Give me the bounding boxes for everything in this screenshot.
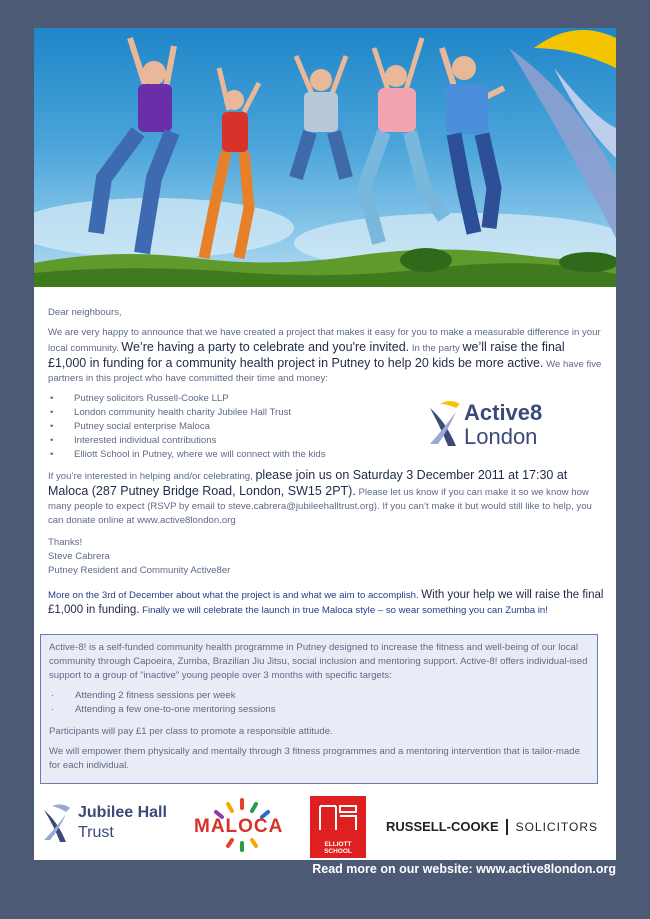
letter-body [48,306,604,624]
kid-5 [442,48,504,233]
signature-block [48,536,604,578]
kid-3 [296,56,346,178]
paragraph-intro [48,326,604,386]
sponsor-logos [34,788,616,860]
active8-logo-word2: London [464,424,538,449]
closing-goal-text: With your help we will raise the final £1,000 in funding. [48,589,604,616]
empowerment-text: We will empower them physically and mentally through 3 fitness programmes and a mentoring intervention that is tailor-made for each individual. [49,746,580,771]
programme-description: Active-8! is a self-funded community health programme in Putney designed to increase the fitness and well-being of our local community through Capoeira, Zumba, Brazilian Jiu Jitsu, social inclusion and mentoring support. Active-8! offers individual-ised support to a group of “inactive” young people over 3 months with specific targets: [49,642,588,681]
logo-swoosh-blue [509,48,616,238]
funding-goal-text: we’ll raise the final £1,000 in funding for a community health project in Putney to help 20 kids be more active. [48,340,565,370]
jubilee-logo-line2: Trust [78,824,114,841]
event-details-text: please join us on Saturday 3 December 2011 at 17:30 at Maloca (287 Putney Bridge Road, London, SW15 2PT). [48,468,568,498]
list-item: • Interested individual contributions [48,434,604,448]
greeting: Dear neighbours, [48,307,122,318]
maloca-logo [192,796,292,856]
russell-cooke-name: RUSSELL-COOKE [386,819,499,834]
list-item: • Putney social enterprise Maloca [48,420,604,434]
jubilee-hall-trust-logo [42,802,182,848]
hero-illustration [34,28,616,287]
signer-title: Putney Resident and Community Active8er [48,565,231,576]
flyer-page [34,28,616,860]
hero-photo-kids-jumping [34,28,616,287]
party-invite-text: We’re having a party to celebrate and you're invited. [121,340,410,354]
elliott-school-logo [310,796,366,858]
russell-cooke-logo [386,818,608,838]
kid-4 [364,38,444,243]
elliott-school-text: ELLIOTT SCHOOL [324,841,352,855]
jubilee-logo-line1: Jubilee Hall [78,804,167,821]
targets-list [49,689,589,717]
partners-intro-text: We have five partners in this project who have committed their time and money: [48,359,602,384]
paragraph-closing [48,588,604,618]
participation-fee-text: Participants will pay £1 per class to promote a responsible attitude. [49,726,333,737]
active8-london-logo [426,398,586,452]
rsvp-text: Please let us know if you can make it so we know how many people to expect (RSVP by email to steve.cabrera@jubileehalltrust.org). If you can’t make it but would still like to help, you can donate online at www.active8london.org [48,487,592,526]
list-item: • Putney solicitors Russell-Cooke LLP [48,392,604,406]
closing-celebrate-text: Finally we will celebrate the launch in true Maloca style – so wear something you can Zumba in! [142,605,548,616]
footer-website-text: Read more on our website: www.active8london.org [312,862,616,876]
russell-cooke-divider [506,819,508,835]
thanks-text: Thanks! [48,537,83,548]
paragraph-event [48,468,604,528]
list-item: • London community health charity Jubilee Hall Trust [48,406,604,420]
intro-text: We are very happy to announce that we have created a project that makes it easy for you to make a measurable difference in your local community. [48,327,601,354]
maloca-logo-text: MALOCA [194,816,284,837]
programme-info-box [40,634,598,784]
event-lead-text: If you’re interested in helping and/or celebrating, [48,471,253,482]
closing-lead-text: More on the 3rd of December about what the project is and what we aim to accomplish. [48,590,419,601]
list-item: · Attending a few one-to-one mentoring sessions [49,703,589,717]
elliott-school-emblem-icon [310,796,366,842]
jubilee-logo-icon [42,804,74,844]
party-lead-text: In the party [411,343,460,354]
active8-logo-word1: Active8 [464,400,543,425]
list-item: • Elliott School in Putney, where we will connect with the kids [48,448,604,462]
list-item: · Attending 2 fitness sessions per week [49,689,589,703]
signer-name: Steve Cabrera [48,551,110,562]
logo-swoosh-yellow [534,30,616,68]
active8-logo-icon [426,400,466,450]
russell-cooke-solicitors: SOLICITORS [515,820,599,834]
